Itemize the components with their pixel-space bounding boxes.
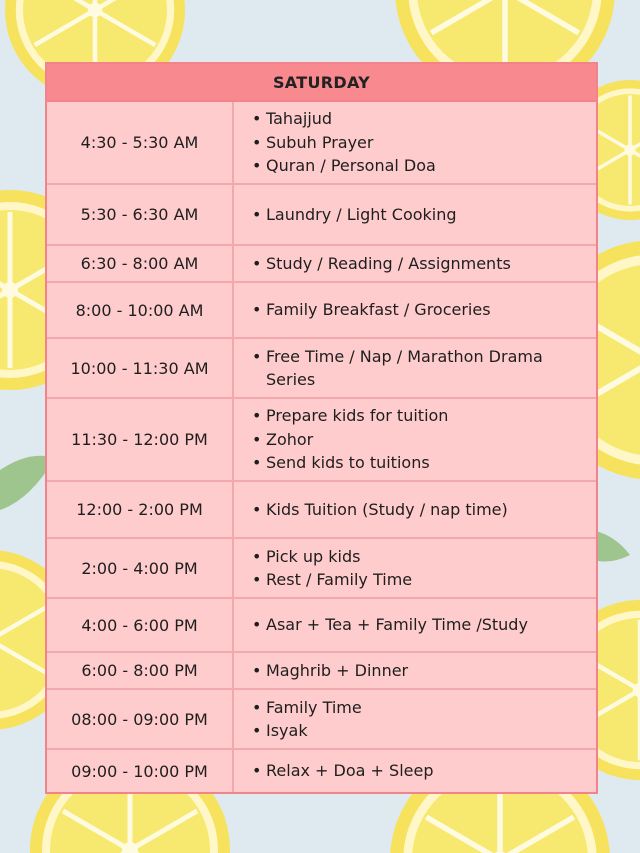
- activity-item: • Relax + Doa + Sleep: [252, 759, 596, 783]
- activity-item: • Zohor: [252, 428, 596, 452]
- activity-item: • Send kids to tuitions: [252, 451, 596, 475]
- schedule-row: [47, 653, 596, 690]
- schedule-table: [45, 62, 598, 794]
- activity-list: [234, 252, 596, 276]
- activity-item: • Family Time: [252, 696, 596, 720]
- activity-item: • Prepare kids for tuition: [252, 404, 596, 428]
- activity-item: • Rest / Family Time: [252, 568, 596, 592]
- time-slot: 11:30 - 12:00 PM: [47, 399, 234, 480]
- time-slot: 12:00 - 2:00 PM: [47, 482, 234, 537]
- activity-item: • Tahajjud: [252, 107, 596, 131]
- time-slot: 08:00 - 09:00 PM: [47, 690, 234, 748]
- time-slot: 2:00 - 4:00 PM: [47, 539, 234, 597]
- schedule-row: [47, 750, 596, 792]
- activity-item: • Subuh Prayer: [252, 131, 596, 155]
- schedule-row: [47, 339, 596, 399]
- time-slot: 6:00 - 8:00 PM: [47, 653, 234, 688]
- schedule-row: [47, 482, 596, 539]
- activity-list: [234, 659, 596, 683]
- activity-item: • Maghrib + Dinner: [252, 659, 596, 683]
- schedule-row: [47, 539, 596, 599]
- day-header: SATURDAY: [47, 64, 596, 102]
- schedule-row: [47, 102, 596, 185]
- activity-list: [234, 298, 596, 322]
- activity-item: • Isyak: [252, 719, 596, 743]
- activity-list: [234, 759, 596, 783]
- schedule-row: [47, 399, 596, 482]
- activity-item: • Asar + Tea + Family Time /Study: [252, 613, 596, 637]
- activity-list: [234, 345, 596, 392]
- time-slot: 09:00 - 10:00 PM: [47, 750, 234, 792]
- time-slot: 10:00 - 11:30 AM: [47, 339, 234, 397]
- time-slot: 4:00 - 6:00 PM: [47, 599, 234, 651]
- activity-list: [234, 498, 596, 522]
- activity-list: [234, 613, 596, 637]
- activity-item: • Kids Tuition (Study / nap time): [252, 498, 596, 522]
- time-slot: 5:30 - 6:30 AM: [47, 185, 234, 244]
- schedule-row: [47, 246, 596, 283]
- activity-list: [234, 203, 596, 227]
- activity-item: • Laundry / Light Cooking: [252, 203, 596, 227]
- activity-item: • Quran / Personal Doa: [252, 154, 596, 178]
- activity-list: [234, 107, 596, 178]
- schedule-row: [47, 185, 596, 246]
- activity-item: • Pick up kids: [252, 545, 596, 569]
- schedule-row: [47, 283, 596, 339]
- time-slot: 4:30 - 5:30 AM: [47, 102, 234, 183]
- schedule-row: [47, 599, 596, 653]
- activity-list: [234, 404, 596, 475]
- schedule-row: [47, 690, 596, 750]
- activity-list: [234, 545, 596, 592]
- activity-item: • Free Time / Nap / Marathon Drama Series: [252, 345, 566, 392]
- activity-list: [234, 696, 596, 743]
- time-slot: 6:30 - 8:00 AM: [47, 246, 234, 281]
- activity-item: • Family Breakfast / Groceries: [252, 298, 596, 322]
- time-slot: 8:00 - 10:00 AM: [47, 283, 234, 337]
- activity-item: • Study / Reading / Assignments: [252, 252, 596, 276]
